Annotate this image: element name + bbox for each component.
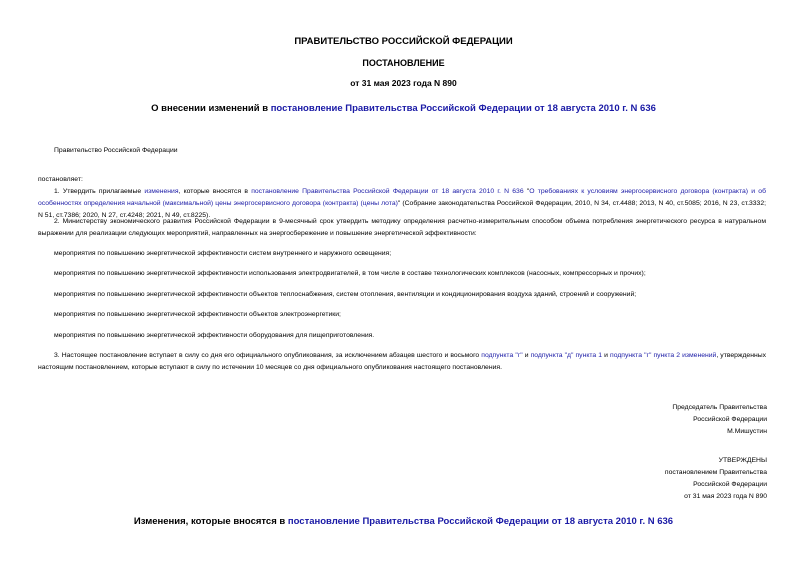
- signature-position: Председатель Правительства: [672, 404, 767, 411]
- p1-mid2: ": [523, 188, 530, 195]
- doc-title-prefix: О внесении изменений в: [151, 103, 271, 114]
- p1-prefix: 1. Утвердить прилагаемые: [54, 188, 145, 195]
- paragraph-3-text: [38, 350, 766, 374]
- subclause-g-item2-link[interactable]: подпункта "г" пункта 2 изменений: [610, 352, 717, 359]
- approval-heading: УТВЕРЖДЕНЫ: [718, 457, 767, 464]
- list-item: мероприятия по повышению энергетической эффективности объектов электроэнергетики;: [54, 311, 341, 318]
- signature-name: М.Мишустин: [727, 428, 767, 435]
- list-item: мероприятия по повышению энергетической эффективности объектов теплоснабжения, систем отопления, вентиляции и кондиционирования воздуха зданий, строений и сооружений;: [54, 291, 637, 298]
- changes-decree-link[interactable]: постановление Правительства Российской Федерации от 18 августа 2010 г. N 636: [287, 516, 674, 527]
- paragraph-2-text: 2. Министерству экономического развития Российской Федерации в 9-месячный срок утвердить методику определения расчетно-измерительным способом объема потребления энергетического ресурса в натуральном выражении для реализации следующих мероприятий, направленных на энергосбережение и повышение энергетической эффективности:: [38, 218, 766, 237]
- changes-title: [0, 516, 807, 527]
- issuer-heading: ПРАВИТЕЛЬСТВО РОССИЙСКОЙ ФЕДЕРАЦИИ: [294, 36, 513, 47]
- government-line: Правительство Российской Федерации: [54, 147, 178, 154]
- paragraph-3: [38, 350, 766, 374]
- signature-block: [672, 402, 767, 438]
- paragraph-1: [38, 174, 766, 222]
- p3-mid1: и: [522, 352, 531, 359]
- subclause-d-link[interactable]: подпункта "д" пункта 1: [530, 352, 603, 359]
- decree-636-inline-link[interactable]: постановление Правительства Российской Федерации от 18 августа 2010 г. N 636: [251, 188, 524, 195]
- decrees-line: постановляет:: [38, 176, 83, 183]
- approval-line-2: постановлением Правительства: [664, 469, 767, 476]
- doc-title: [0, 103, 807, 114]
- changes-link[interactable]: изменения: [144, 188, 179, 195]
- date-number-heading: от 31 мая 2023 года N 890: [350, 78, 457, 88]
- doc-type-heading: ПОСТАНОВЛЕНИЕ: [362, 58, 445, 68]
- p3-prefix: 3. Настоящее постановление вступает в силу со дня его официального опубликования, за исключением абзацев шестого и восьмого: [54, 352, 482, 359]
- p1-suffix: " (Собрание законодательства Российской Федерации, 2010, N 34, ст.4488; 2013, N 40, ст.5085; 2016, N 23, ст.3332; N 51, ст.7386; 2020, N 27, ст.4248; 2021, N 49, ст.8225).: [38, 200, 766, 219]
- decree-636-link[interactable]: постановление Правительства Российской Федерации от 18 августа 2010 г. N 636: [270, 103, 656, 114]
- approval-line-3: Российской Федерации: [693, 481, 767, 488]
- approval-block: [665, 455, 767, 503]
- list-item: мероприятия по повышению энергетической эффективности оборудования для пищеприготовления.: [54, 332, 375, 339]
- p1-mid1: , которые вносятся в: [178, 188, 252, 195]
- signature-country: Российской Федерации: [693, 416, 767, 423]
- p3-suffix: , утвержденных настоящим постановлением, которые вступают в силу по истечении 10 месяцев со дня официального опубликования настоящего постановления.: [38, 352, 766, 371]
- p3-mid2: и: [602, 352, 611, 359]
- list-item: мероприятия по повышению энергетической эффективности использования электродвигателей, в том числе в составе технологических комплексов (насосных, компрессорных и прочих);: [54, 270, 646, 277]
- approval-date: от 31 мая 2023 года N 890: [684, 493, 767, 500]
- subclause-g-link[interactable]: подпункта "г": [481, 352, 523, 359]
- list-item: мероприятия по повышению энергетической эффективности систем внутреннего и наружного освещения;: [54, 250, 392, 257]
- paragraph-2: [38, 216, 766, 240]
- decree-title-link[interactable]: О требованиях к условиям энергосервисного договора (контракта) и об особенностях определения начальной (максимальной) цены энергосервисного договора (контракта) (цены лота): [38, 188, 766, 207]
- changes-title-prefix: Изменения, которые вносятся в: [133, 516, 288, 527]
